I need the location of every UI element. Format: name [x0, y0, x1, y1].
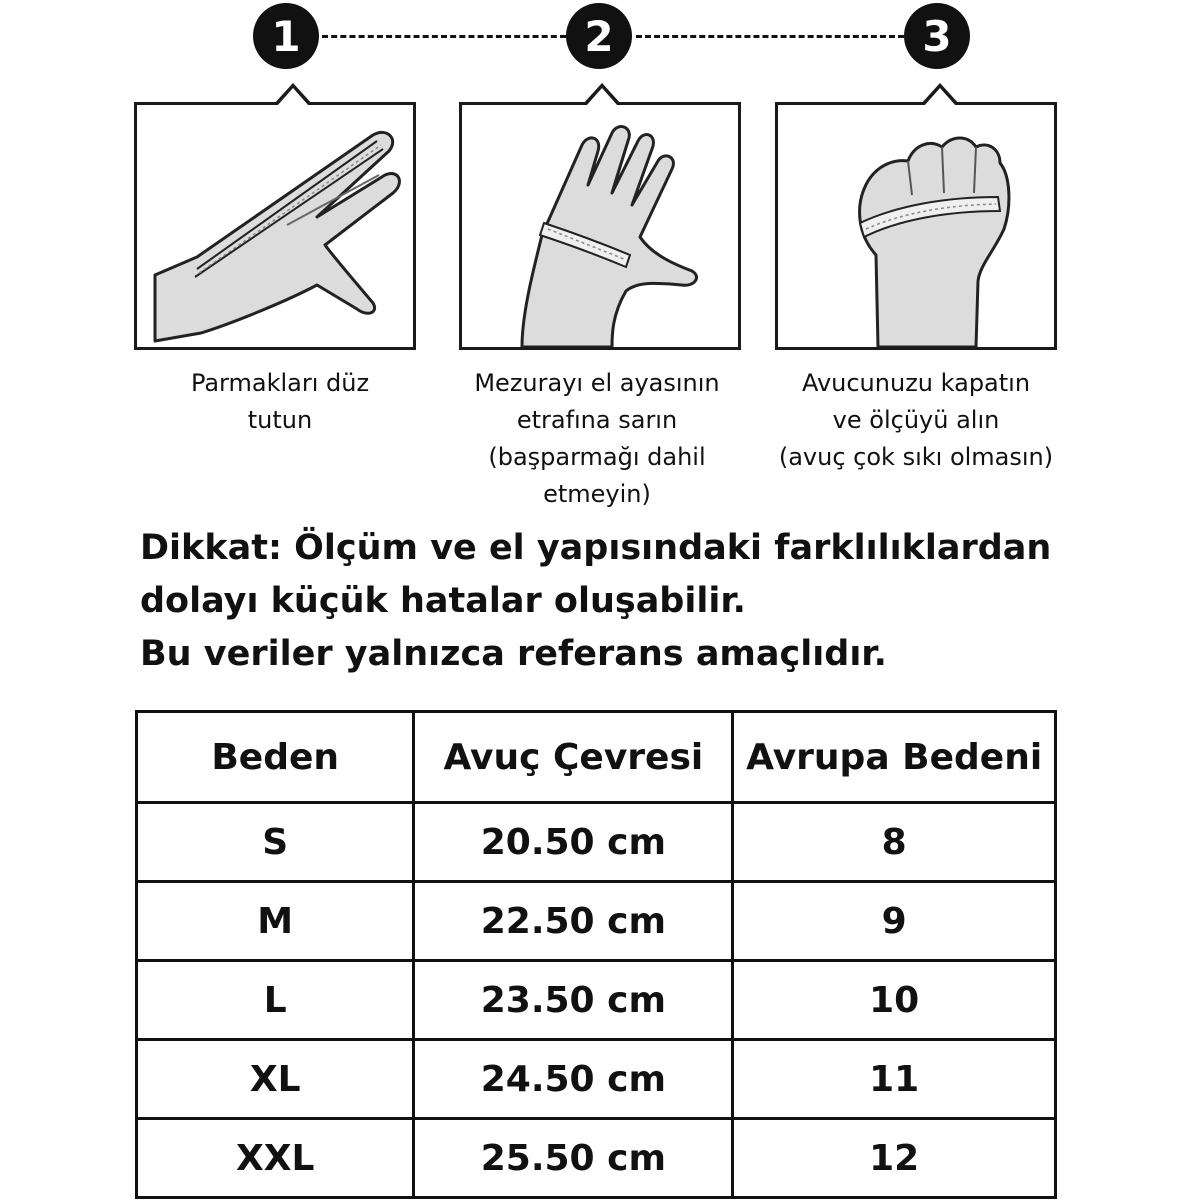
- step-3-caption: [766, 365, 1066, 476]
- step-2-pointer: [582, 83, 622, 105]
- header-beden: Beden: [137, 712, 414, 803]
- palm-cell: 24.50 cm: [414, 1040, 733, 1119]
- size-cell: M: [137, 882, 414, 961]
- caption-line: Parmakları düz: [190, 369, 370, 397]
- palm-cell: 23.50 cm: [414, 961, 733, 1040]
- step-2-panel: [459, 102, 741, 350]
- table-row: [137, 1040, 1056, 1119]
- step-1-panel: [134, 102, 416, 350]
- steps-row: [0, 0, 1200, 80]
- caption-line: ve ölçüyü alın: [832, 406, 1000, 434]
- flat-hand-tape-icon: [137, 105, 413, 347]
- size-table: [135, 710, 1057, 1199]
- step-1-pointer: [273, 83, 313, 105]
- caption-line: etrafına sarın: [516, 406, 678, 434]
- eu-size-cell: 9: [733, 882, 1056, 961]
- notice-line: dolayı küçük hatalar oluşabilir.: [140, 581, 746, 621]
- step-3-pointer: [920, 83, 960, 105]
- size-cell: XL: [137, 1040, 414, 1119]
- size-cell: L: [137, 961, 414, 1040]
- table-row: [137, 1119, 1056, 1198]
- table-row: [137, 803, 1056, 882]
- size-cell: S: [137, 803, 414, 882]
- step-3-panel: [775, 102, 1057, 350]
- step-3-badge: 3: [904, 3, 970, 69]
- notice-line: Bu veriler yalnızca referans amaçlıdır.: [140, 634, 887, 674]
- caption-line: Mezurayı el ayasının: [474, 369, 720, 397]
- step-2-caption: [447, 365, 747, 513]
- header-avrupa-bedeni: Avrupa Bedeni: [733, 712, 1056, 803]
- eu-size-cell: 10: [733, 961, 1056, 1040]
- caption-line: (başparmağı dahil: [488, 443, 706, 471]
- eu-size-cell: 11: [733, 1040, 1056, 1119]
- step-connector-2-3: [636, 35, 904, 38]
- fist-tape-icon: [778, 105, 1054, 347]
- step-1-badge: 1: [253, 3, 319, 69]
- hand-wrap-tape-icon: [462, 105, 738, 347]
- eu-size-cell: 12: [733, 1119, 1056, 1198]
- header-avuc-cevresi: Avuç Çevresi: [414, 712, 733, 803]
- notice-line: Dikkat: Ölçüm ve el yapısındaki farklılıklardan: [140, 528, 1052, 568]
- caption-line: etmeyin): [543, 480, 651, 508]
- eu-size-cell: 8: [733, 803, 1056, 882]
- table-row: [137, 961, 1056, 1040]
- step-2-badge: 2: [566, 3, 632, 69]
- caption-line: tutun: [247, 406, 313, 434]
- table-header-row: [137, 712, 1056, 803]
- palm-cell: 20.50 cm: [414, 803, 733, 882]
- step-1-caption: [130, 365, 430, 439]
- measurement-notice: [140, 522, 1180, 681]
- palm-cell: 25.50 cm: [414, 1119, 733, 1198]
- table-row: [137, 882, 1056, 961]
- caption-line: (avuç çok sıkı olmasın): [778, 443, 1054, 471]
- palm-cell: 22.50 cm: [414, 882, 733, 961]
- step-connector-1-2: [322, 35, 566, 38]
- size-cell: XXL: [137, 1119, 414, 1198]
- caption-line: Avucunuzu kapatın: [801, 369, 1031, 397]
